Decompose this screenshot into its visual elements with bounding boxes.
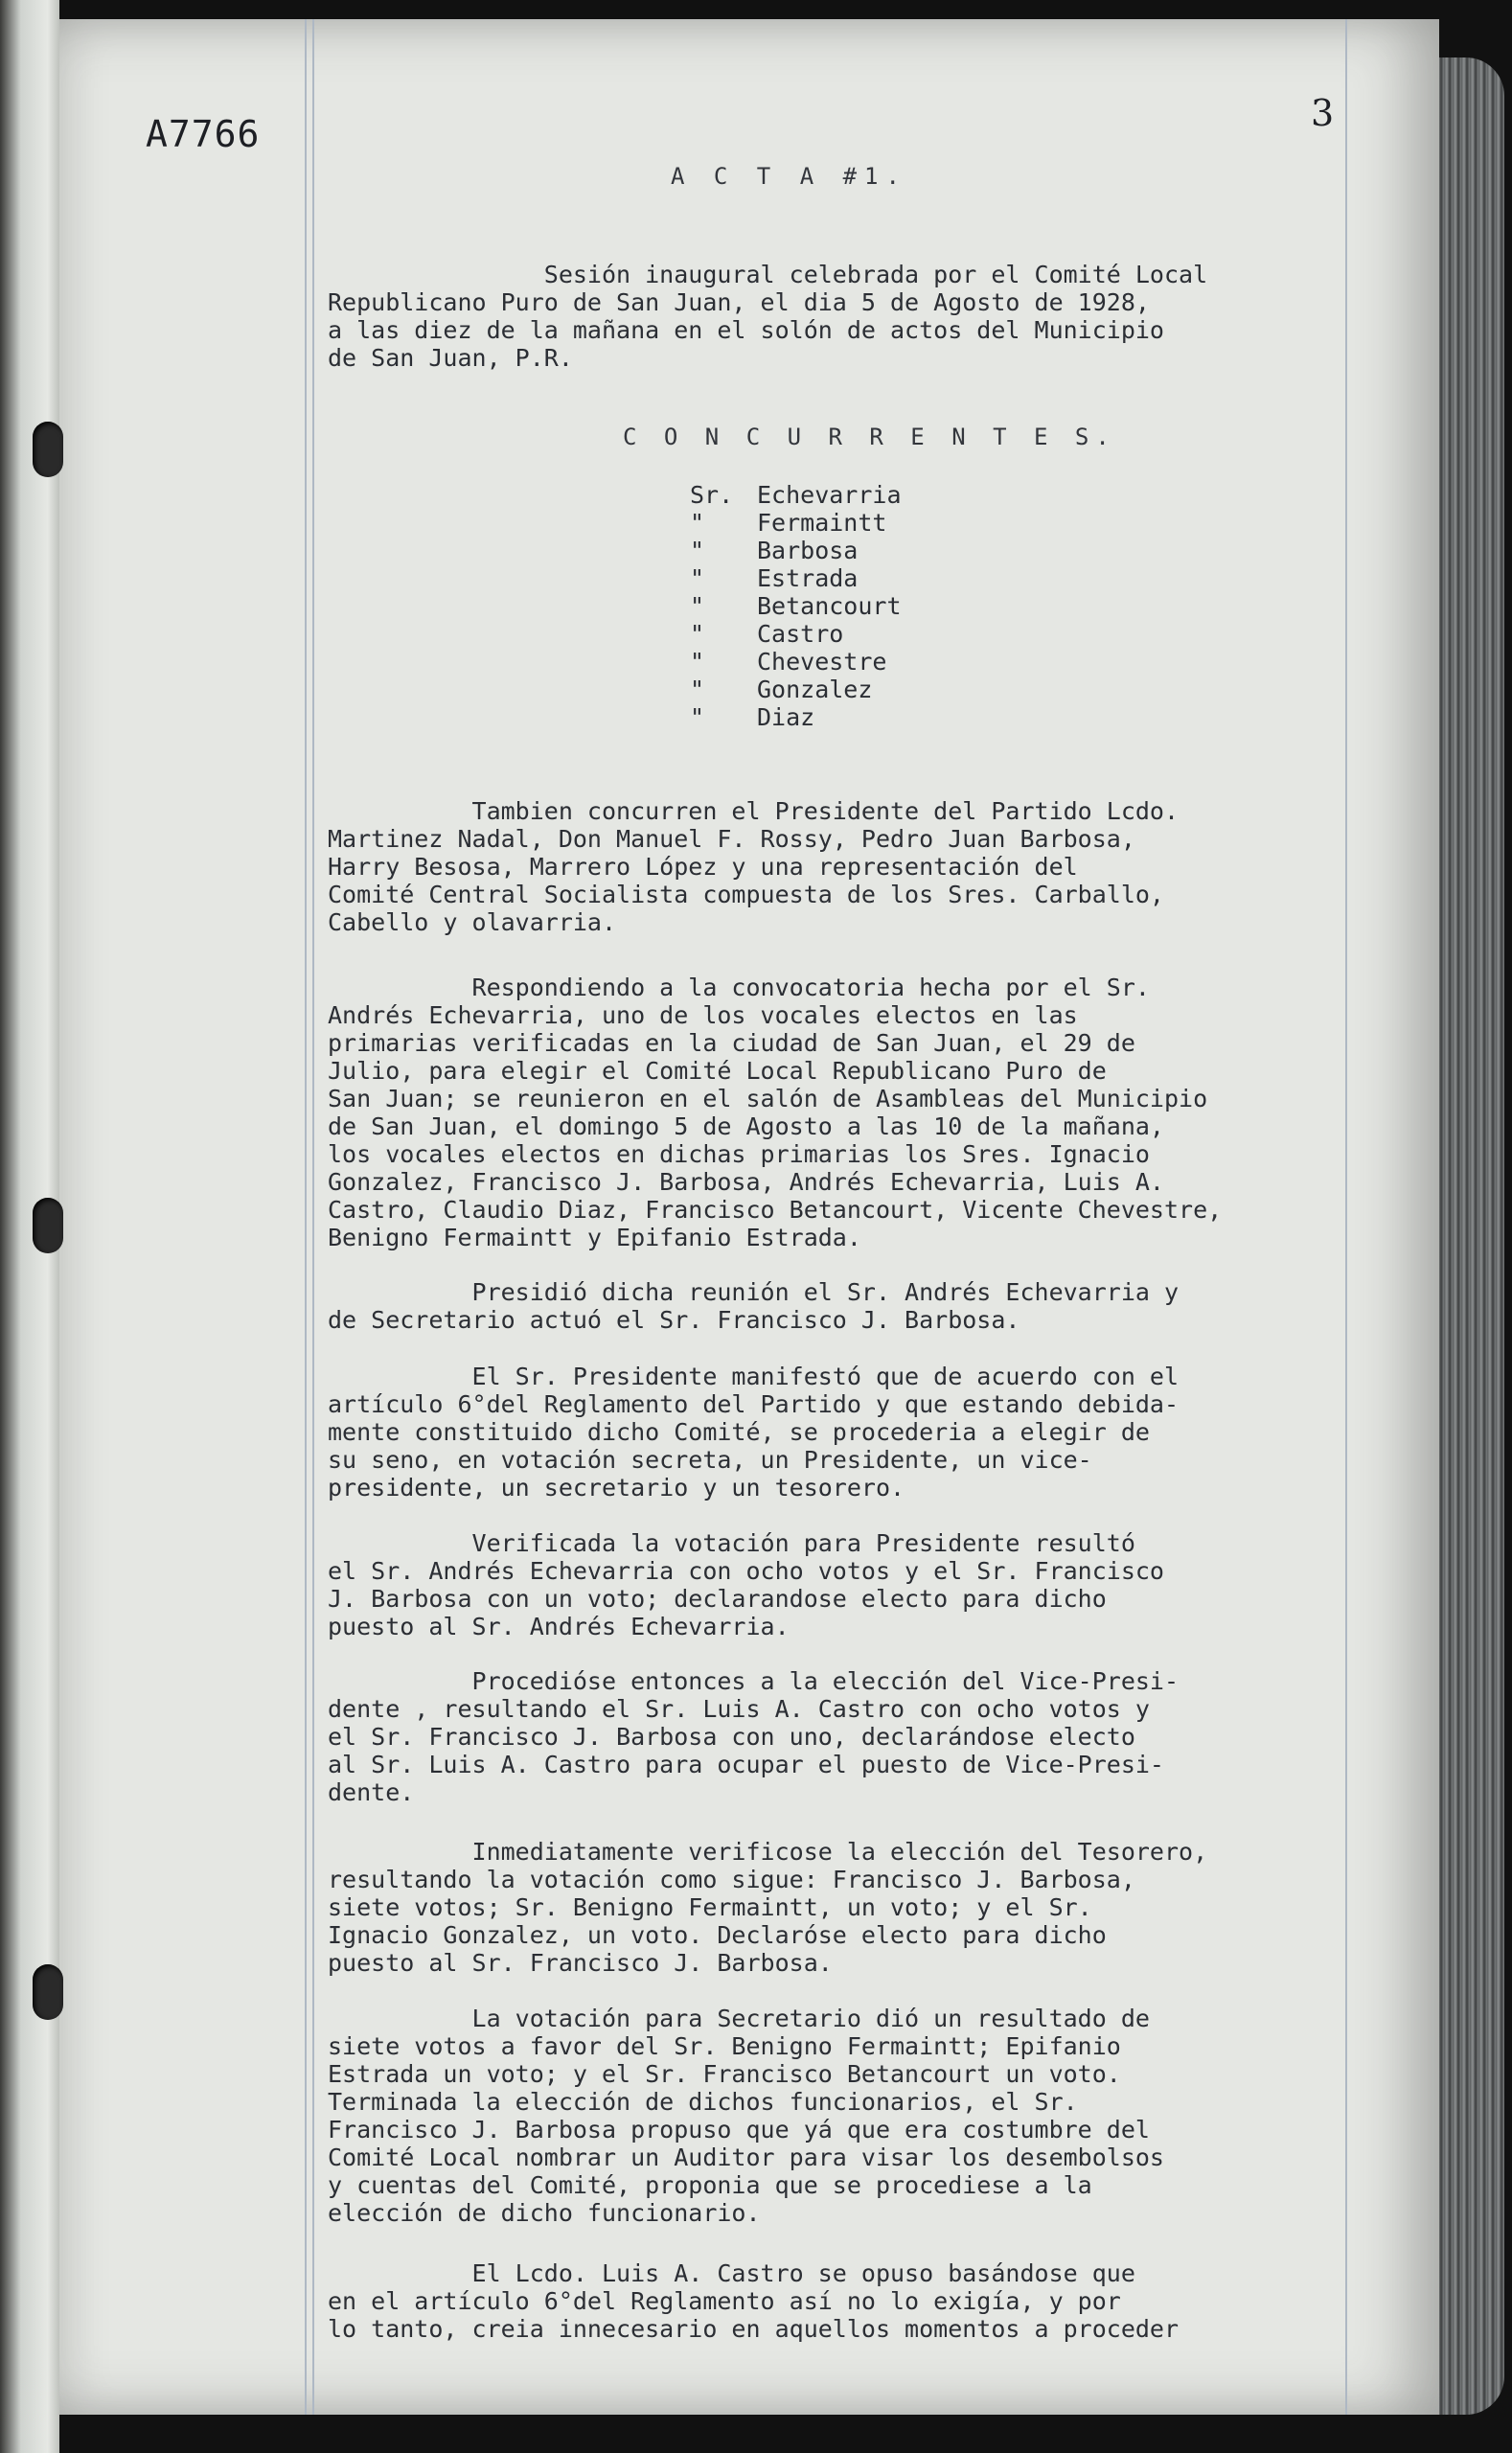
binder-hole [33,1198,63,1253]
list-item [690,537,902,564]
list-item [690,509,902,537]
acta-heading: A C T A #1. [671,163,907,190]
paragraph-opening: Sesión inaugural celebrada por el Comité Local Republicano Puro de San Juan, el dia 5 de Agosto de 1928, a las diez de la mañana en el solón de actos del Municipio de San Juan, P.R. [328,261,1208,372]
attendee-name: Diaz [757,703,815,731]
page-number: 3 [1311,92,1335,134]
attendee-name: Chevestre [757,648,887,676]
paragraph-objection: El Lcdo. Luis A. Castro se opuso basándose que en el artículo 6°del Reglamento así no lo exigía, y por lo tanto, creia innecesario en aquellos momentos a proceder [328,2259,1180,2343]
attendee-prefix: " [690,648,705,676]
attendee-name: Barbosa [757,537,859,564]
attendee-name: Gonzalez [757,676,873,703]
attendee-name: Fermaintt [757,509,887,537]
paragraph-treasurer-vote: Inmediatamente verificose la elección del Tesorero, resultando la votación como sigue: Francisco J. Barbosa, siete votos; Sr. Benigno Fermaintt, un voto; y el Sr. Ignacio Gonzalez, un voto. Declaróse electo para dicho puesto al Sr. Francisco J. Barbosa. [328,1838,1208,1977]
attendee-prefix: " [690,676,705,703]
attendee-prefix: " [690,620,705,648]
attendee-prefix: " [690,703,705,731]
margin-rule-left [305,19,307,2415]
margin-rule-right [1345,19,1347,2415]
attendee-prefix: " [690,509,705,537]
list-item [690,703,902,731]
attendee-prefix: " [690,537,705,564]
paragraph-secretary-vote: La votación para Secretario dió un resultado de siete votos a favor del Sr. Benigno Fermaintt; Epifanio Estrada un voto; y el Sr. Francisco Betancourt un voto. Terminada la elección de dichos funcionarios, el Sr. Francisco J. Barbosa propuso que yá que era costumbre del Comité Local nombrar un Auditor para visar los desembolsos y cuentas del Comité, proponia que se procediese a la elección de dicho funcionario. [328,2005,1164,2227]
attendee-name: Castro [757,620,844,648]
attendees-list [690,481,902,731]
document-id-stamp: A7766 [146,113,261,155]
list-item [690,481,902,509]
attendee-prefix: " [690,592,705,620]
paragraph-vice-president-vote: Procedióse entonces a la elección del Vice-Presi- dente , resultando el Sr. Luis A. Castro con ocho votos y el Sr. Francisco J. Barbosa con uno, declarándose electo al Sr. Luis A. Castro para ocupar el puesto de Vice-Presi- dente. [328,1667,1180,1806]
attendee-name: Estrada [757,564,859,592]
attendees-heading: C O N C U R R E N T E S. [623,424,1116,450]
attendee-prefix: Sr. [690,481,734,509]
margin-rule-left-inner [312,19,314,2415]
attendee-prefix: " [690,564,705,592]
attendee-name: Echevarria [757,481,902,509]
list-item [690,620,902,648]
paragraph-president-statement: El Sr. Presidente manifestó que de acuerdo con el artículo 6°del Reglamento del Partido y que estando debida- mente constituido dicho Comité, se procederia a elegir de su seno, en votación secreta, un Presidente, un vice- presidente, un secretario y un tesorero. [328,1363,1180,1502]
paragraph-convocation: Respondiendo a la convocatoria hecha por el Sr. Andrés Echevarria, uno de los vocales electos en las primarias verificadas en la ciudad de San Juan, el 29 de Julio, para elegir el Comité Local Republicano Puro de San Juan; se reunieron en el salón de Asambleas del Municipio de San Juan, el domingo 5 de Agosto a las 10 de la mañana, los vocales electos en dichas primarias los Sres. Ignacio Gonzalez, Francisco J. Barbosa, Andrés Echevarria, Luis A. Castro, Claudio Diaz, Francisco Betancourt, Vicente Chevestre, Benigno Fermaintt y Epifanio Estrada. [328,974,1223,1251]
list-item [690,592,902,620]
attendee-name: Betancourt [757,592,902,620]
binder-hole [33,1964,63,2020]
list-item [690,676,902,703]
binder-hole [33,422,63,477]
list-item [690,564,902,592]
paragraph-president-vote: Verificada la votación para Presidente resultó el Sr. Andrés Echevarria con ocho votos y el Sr. Francisco J. Barbosa con un voto; declarandose electo para dicho puesto al Sr. Andrés Echevarria. [328,1529,1164,1640]
list-item [690,648,902,676]
paragraph-also-attending: Tambien concurren el Presidente del Partido Lcdo. Martinez Nadal, Don Manuel F. Rossy, Pedro Juan Barbosa, Harry Besosa, Marrero López y una representación del Comité Central Socialista compuesta de los Sres. Carballo, Cabello y olavarria. [328,797,1180,936]
paragraph-presided: Presidió dicha reunión el Sr. Andrés Echevarria y de Secretario actuó el Sr. Francisco J. Barbosa. [328,1278,1180,1334]
